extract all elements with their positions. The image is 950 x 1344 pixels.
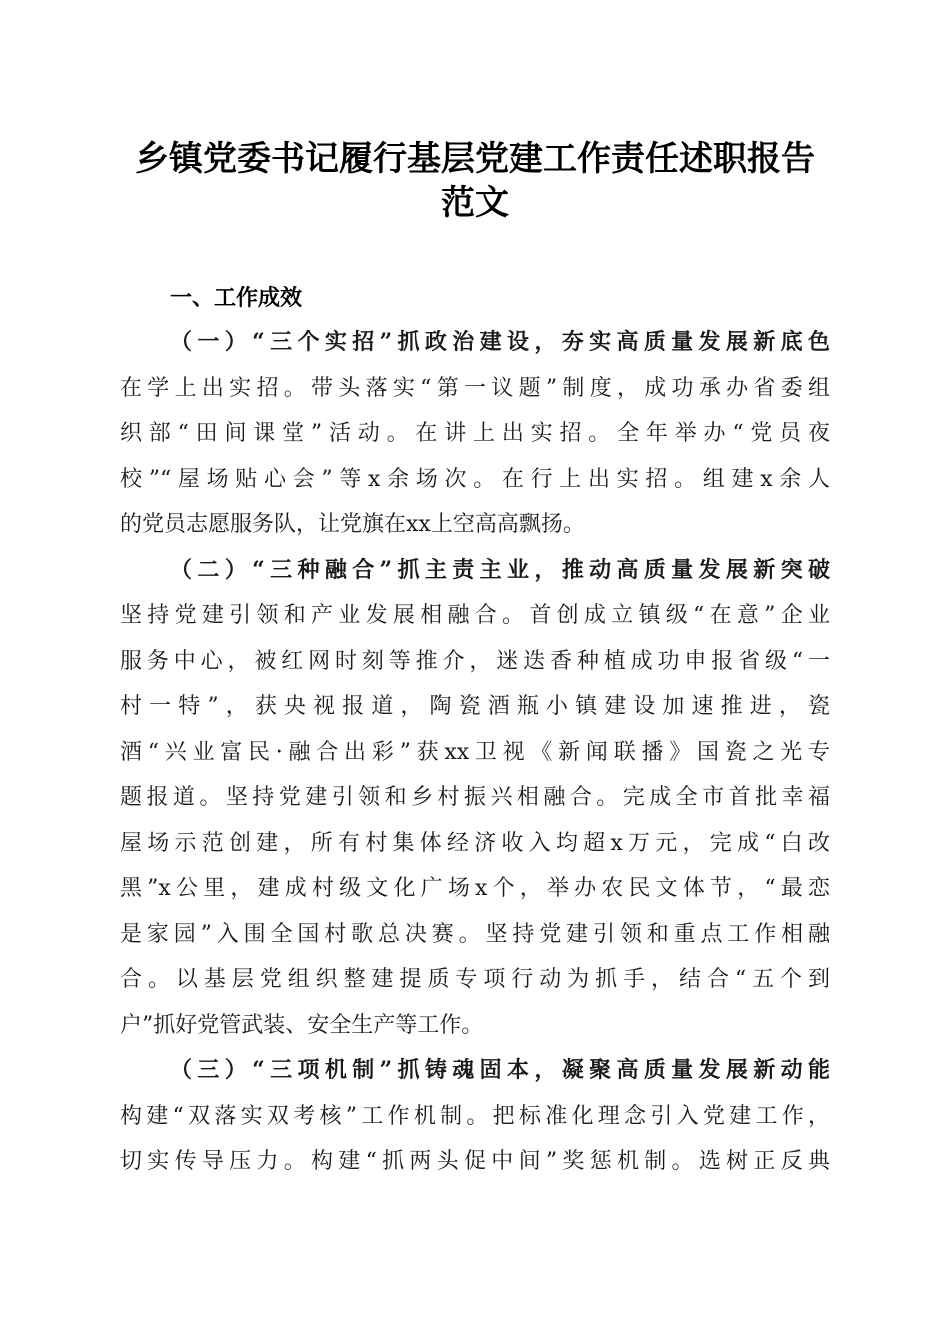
body-line: 坚持党建引领和产业发展相融合。首创成立镇级“在意”企业 (120, 603, 830, 628)
body-line: 服务中心，被红网时刻等推介，迷迭香种植成功申报省级“一 (120, 648, 830, 674)
subheading-political-construction: （一）“三个实招”抓政治建设，夯实高质量发展新底色 (170, 329, 830, 355)
document-title-line-2: 范文 (441, 183, 509, 223)
body-line: 是家园”入围全国村歌总决赛。坚持党建引领和重点工作相融 (120, 921, 830, 947)
body-line: 的党员志愿服务队，让党旗在xx上空高高飘扬。 (120, 512, 585, 537)
body-line: 黑”x公里，建成村级文化广场x个，举办农民文体节，“最恋 (120, 876, 830, 901)
body-line: 构建“双落实双考核”工作机制。把标准化理念引入党建工作， (120, 1103, 830, 1129)
body-line: 酒“兴业富民·融合出彩”获xx卫视《新闻联播》国瓷之光专 (120, 739, 830, 765)
body-line: 合。以基层党组织整建提质专项行动为抓手，结合“五个到 (120, 967, 830, 992)
body-line: 题报道。坚持党建引领和乡村振兴相融合。完成全市首批幸福 (120, 785, 830, 810)
subheading-main-responsibility: （二）“三种融合”抓主责主业，推动高质量发展新突破 (170, 556, 830, 583)
body-line: 在学上出实招。带头落实“第一议题”制度，成功承办省委组 (120, 375, 830, 401)
body-line: 切实传导压力。构建“抓两头促中间”奖惩机制。选树正反典 (120, 1149, 830, 1174)
body-line: 校”“屋场贴心会”等x余场次。在行上出实招。组建x余人 (120, 466, 830, 492)
document-title-line-1: 乡镇党委书记履行基层党建工作责任述职报告 (135, 139, 815, 179)
section-heading-work-results: 一、工作成效 (170, 286, 303, 311)
body-line: 户”抓好党管武装、安全生产等工作。 (120, 1012, 484, 1038)
body-text (120, 320, 830, 1185)
body-line: 村一特”，获央视报道，陶瓷酒瓶小镇建设加速推进，瓷 (120, 694, 830, 719)
subheading-mechanisms: （三）“三项机制”抓铸魂固本，凝聚高质量发展新动能 (170, 1057, 830, 1083)
body-line: 织部“田间课堂”活动。在讲上出实招。全年举办“党员夜 (120, 421, 830, 446)
body-line: 屋场示范创建，所有村集体经济收入均超x万元，完成“白改 (120, 830, 830, 856)
